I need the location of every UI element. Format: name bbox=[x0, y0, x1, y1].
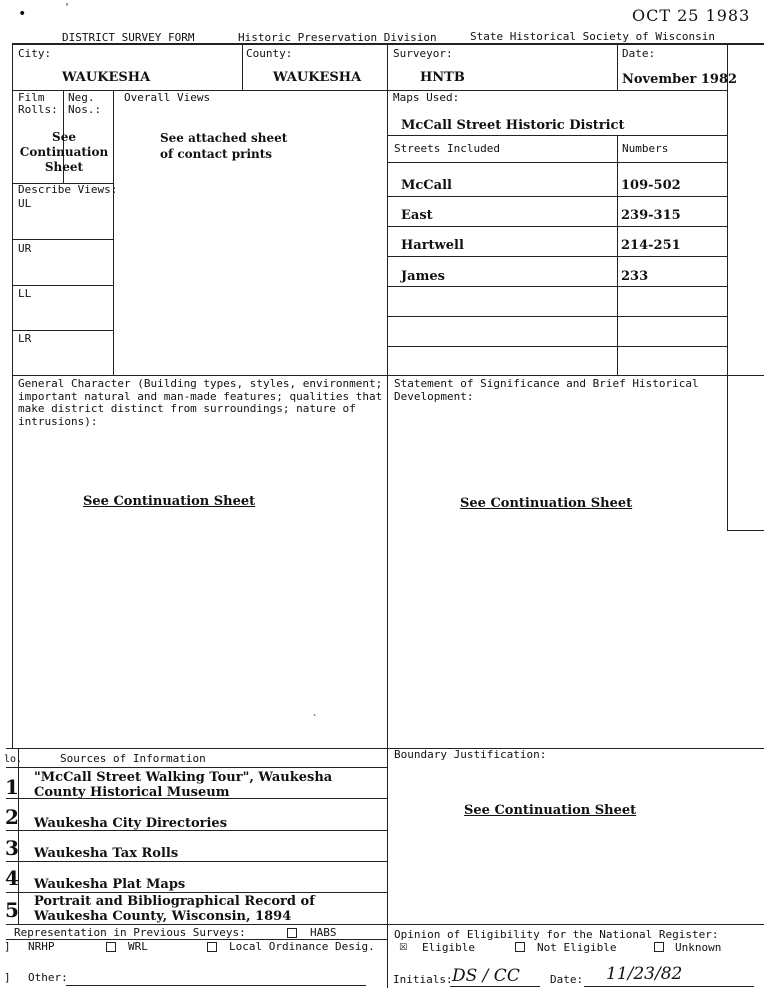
county-label: County: bbox=[246, 47, 293, 60]
nrhp-label: NRHP bbox=[28, 940, 55, 953]
division-name: Historic Preservation Division bbox=[238, 31, 437, 44]
rule-ll bbox=[12, 330, 113, 331]
not-eligible-checkbox[interactable] bbox=[515, 942, 525, 952]
rule-lr bbox=[12, 375, 764, 376]
other-label: Other: bbox=[28, 971, 68, 984]
other-checkbox-edge[interactable]: ] bbox=[4, 971, 11, 984]
street-name: James bbox=[401, 269, 445, 284]
maps-used-value: McCall Street Historic District bbox=[401, 118, 625, 133]
source-number: 4 bbox=[5, 866, 19, 890]
film-label: Film bbox=[18, 91, 45, 104]
rule-ur bbox=[12, 285, 113, 286]
source-line-2: County Historical Museum bbox=[34, 785, 230, 800]
general-character-label bbox=[18, 378, 382, 428]
street-name: East bbox=[401, 208, 433, 223]
stray-mark: ` bbox=[312, 714, 319, 725]
rolls-label: Rolls: bbox=[18, 103, 58, 116]
rule-street-3 bbox=[387, 256, 727, 257]
view-ur-label: UR bbox=[18, 242, 32, 255]
character-label-line-1: General Character (Building types, styles, environment; bbox=[18, 377, 383, 390]
form-title: DISTRICT SURVEY FORM bbox=[62, 31, 195, 44]
source-number: 2 bbox=[5, 805, 19, 829]
source-line-1: Portrait and Bibliographical Record of bbox=[34, 894, 315, 909]
source-number: 1 bbox=[5, 775, 19, 799]
rule-source-4 bbox=[6, 892, 387, 893]
not-eligible-label: Not Eligible bbox=[537, 941, 617, 954]
view-lr-label: LR bbox=[18, 332, 32, 345]
street-numbers: 233 bbox=[621, 269, 649, 284]
signature-date-value: 11/23/82 bbox=[606, 964, 683, 984]
source-line-1: "McCall Street Walking Tour", Waukesha bbox=[34, 770, 333, 785]
rule-source-3 bbox=[6, 861, 387, 862]
source-number: 5 bbox=[5, 898, 19, 922]
rule-sources-top bbox=[6, 748, 764, 749]
street-name: McCall bbox=[401, 178, 452, 193]
frame-right bbox=[727, 90, 728, 530]
sources-no-label: lo. bbox=[4, 754, 23, 765]
character-label-line-4: intrusions): bbox=[18, 414, 98, 428]
rule-street-6 bbox=[387, 346, 727, 347]
neg-label: Neg. bbox=[68, 91, 95, 104]
view-ll-label: LL bbox=[18, 287, 32, 300]
nos-label: Nos.: bbox=[68, 103, 102, 116]
date-label: Date: bbox=[622, 47, 656, 60]
source-line-1: Waukesha Tax Rolls bbox=[34, 846, 179, 861]
corner-tick: ' bbox=[64, 2, 71, 13]
street-numbers: 109-502 bbox=[621, 178, 681, 193]
character-label-line-2: important natural and man-made features; qualities that bbox=[18, 389, 383, 403]
source-line-1: Waukesha City Directories bbox=[34, 816, 228, 831]
eligible-label: Eligible bbox=[422, 941, 475, 954]
county-divider bbox=[242, 43, 243, 90]
habs-checkbox[interactable] bbox=[287, 928, 297, 938]
significance-label-line-2: Development: bbox=[394, 389, 474, 403]
view-ul-label: UL bbox=[18, 197, 32, 210]
nrhp-checkbox-edge[interactable]: ] bbox=[4, 940, 11, 953]
eligible-checkbox[interactable]: ☒ bbox=[399, 938, 408, 954]
city-value: WAUKESHA bbox=[62, 70, 151, 85]
continuation-line-2: Continuation bbox=[19, 145, 109, 159]
society-name: State Historical Society of Wisconsin bbox=[470, 30, 716, 43]
character-label-line-3: make district distinct from surroundings; nature of bbox=[18, 402, 356, 415]
county-value: WAUKESHA bbox=[273, 70, 362, 85]
surveyor-value: HNTB bbox=[420, 70, 465, 85]
initials-line bbox=[450, 986, 540, 987]
rule-source-2 bbox=[6, 830, 387, 831]
local-ordinance-label: Local Ordinance Desig. bbox=[229, 940, 375, 953]
date-value: November 1982 bbox=[622, 72, 738, 87]
previous-surveys-label: Representation in Previous Surveys: bbox=[14, 926, 246, 939]
surveyor-label: Surveyor: bbox=[393, 47, 453, 60]
rule-streets-head bbox=[387, 162, 727, 163]
received-stamp: OCT 25 1983 bbox=[632, 6, 751, 25]
rule-street-1 bbox=[387, 196, 727, 197]
numbers-divider bbox=[617, 135, 618, 375]
boundary-value: See Continuation Sheet bbox=[464, 803, 637, 818]
rule-street-2 bbox=[387, 226, 727, 227]
frame-left bbox=[12, 43, 13, 748]
corner-mark: • bbox=[18, 6, 27, 22]
describe-views-label: Describe Views: bbox=[18, 183, 118, 196]
source-line-1: Waukesha Plat Maps bbox=[34, 877, 186, 892]
initials-value: DS / CC bbox=[452, 966, 520, 986]
significance-label bbox=[394, 378, 699, 403]
wrl-label: WRL bbox=[128, 940, 148, 953]
overall-views-note bbox=[160, 130, 287, 162]
significance-label-line-1: Statement of Significance and Brief Historical bbox=[394, 377, 699, 390]
wrl-checkbox[interactable] bbox=[106, 942, 116, 952]
rule-source-1 bbox=[6, 798, 387, 799]
date-divider bbox=[617, 43, 618, 90]
streets-included-label: Streets Included bbox=[394, 142, 500, 155]
overall-note-line-1: See attached sheet bbox=[160, 131, 288, 145]
rule-street-5 bbox=[387, 316, 727, 317]
unknown-label: Unknown bbox=[675, 941, 722, 954]
rule-row1 bbox=[12, 90, 727, 91]
initials-label: Initials: bbox=[393, 973, 453, 986]
rule-ul bbox=[12, 239, 113, 240]
rule-source-5 bbox=[6, 924, 764, 925]
frame-mid bbox=[387, 43, 388, 988]
other-line[interactable] bbox=[66, 985, 366, 986]
rule-street-4 bbox=[387, 286, 727, 287]
film-rolls-label bbox=[18, 92, 58, 116]
unknown-checkbox[interactable] bbox=[654, 942, 664, 952]
local-ordinance-checkbox[interactable] bbox=[207, 942, 217, 952]
general-character-value: See Continuation Sheet bbox=[83, 494, 256, 509]
source-number: 3 bbox=[5, 836, 19, 860]
signature-date-label: Date: bbox=[550, 973, 584, 986]
habs-label: HABS bbox=[310, 926, 337, 939]
significance-value: See Continuation Sheet bbox=[460, 496, 633, 511]
numbers-label: Numbers bbox=[622, 142, 669, 155]
rule-significance-end bbox=[727, 530, 764, 531]
eligibility-label: Opinion of Eligibility for the National Register: bbox=[394, 928, 719, 941]
source-line-2: Waukesha County, Wisconsin, 1894 bbox=[34, 909, 292, 924]
street-numbers: 214-251 bbox=[621, 238, 681, 253]
overall-note-line-2: of contact prints bbox=[160, 147, 273, 161]
continuation-line-3: Sheet bbox=[44, 160, 84, 174]
neg-nos-label bbox=[68, 92, 101, 116]
street-numbers: 239-315 bbox=[621, 208, 681, 223]
rule-source-head bbox=[6, 767, 387, 768]
rule-streets bbox=[387, 135, 727, 136]
rule-top bbox=[12, 43, 764, 45]
continuation-line-1: See bbox=[52, 130, 76, 144]
city-label: City: bbox=[18, 47, 52, 60]
boundary-label: Boundary Justification: bbox=[394, 748, 547, 761]
photo-continuation bbox=[14, 130, 114, 175]
overall-views-label: Overall Views bbox=[124, 91, 211, 104]
maps-used-label: Maps Used: bbox=[393, 91, 460, 104]
date-line bbox=[584, 986, 754, 987]
sources-label: Sources of Information bbox=[60, 752, 206, 765]
street-name: Hartwell bbox=[401, 238, 464, 253]
